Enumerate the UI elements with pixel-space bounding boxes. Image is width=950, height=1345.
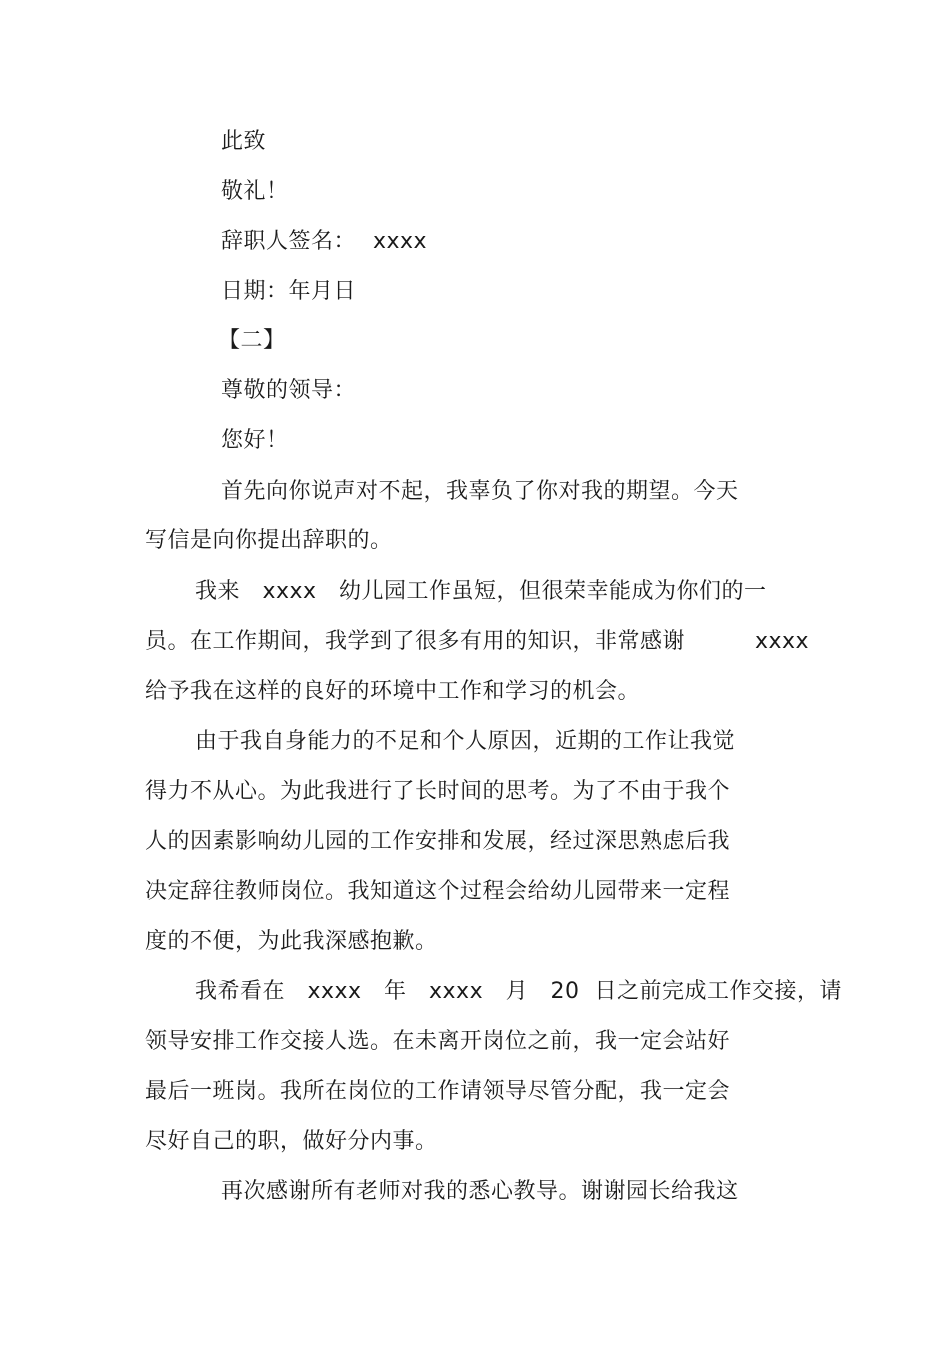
body-line: 度的不便，为此我深感抱歉。 (145, 929, 438, 954)
body-line: 人的因素影响幼儿园的工作安排和发展，经过深思熟虑后我 (145, 829, 731, 854)
body-line: 我来 xxxx 幼儿园工作虽短，但很荣幸能成为你们的一 (195, 579, 767, 604)
closing-line-1: 此致 (221, 129, 267, 154)
section-marker: 【二】 (218, 328, 286, 353)
body-line: 尽好自己的职，做好分内事。 (145, 1129, 438, 1154)
body-line: 首先向你说声对不起，我辜负了你对我的期望。今天 (221, 479, 739, 504)
date-line: 日期：年月日 (221, 279, 357, 304)
body-line: 写信是向你提出辞职的。 (145, 528, 393, 553)
closing-line-2: 敬礼！ (221, 179, 289, 204)
body-line: 给予我在这样的良好的环境中工作和学习的机会。 (145, 679, 641, 704)
body-line: 领导安排工作交接人选。在未离开岗位之前，我一定会站好 (145, 1029, 731, 1054)
body-line: 决定辞往教师岗位。我知道这个过程会给幼儿园带来一定程 (145, 879, 731, 904)
body-line: 员。在工作期间，我学到了很多有用的知识，非常感谢 (145, 629, 686, 654)
body-line: 再次感谢所有老师对我的悉心教导。谢谢园长给我这 (221, 1179, 739, 1204)
signature-value: xxxx (373, 229, 428, 254)
greeting: 您好！ (221, 428, 289, 453)
signature-label: 辞职人签名： (221, 229, 357, 254)
body-line: 得力不从心。为此我进行了长时间的思考。为了不由于我个 (145, 779, 731, 804)
salutation: 尊敬的领导： (221, 378, 357, 403)
body-line: 最后一班岗。我所在岗位的工作请领导尽管分配，我一定会 (145, 1079, 731, 1104)
body-line: 我希看在 xxxx 年 xxxx 月 20 日之前完成工作交接，请 (195, 979, 843, 1004)
body-line: 由于我自身能力的不足和个人原因，近期的工作让我觉 (195, 729, 736, 754)
body-line: xxxx (755, 629, 810, 654)
